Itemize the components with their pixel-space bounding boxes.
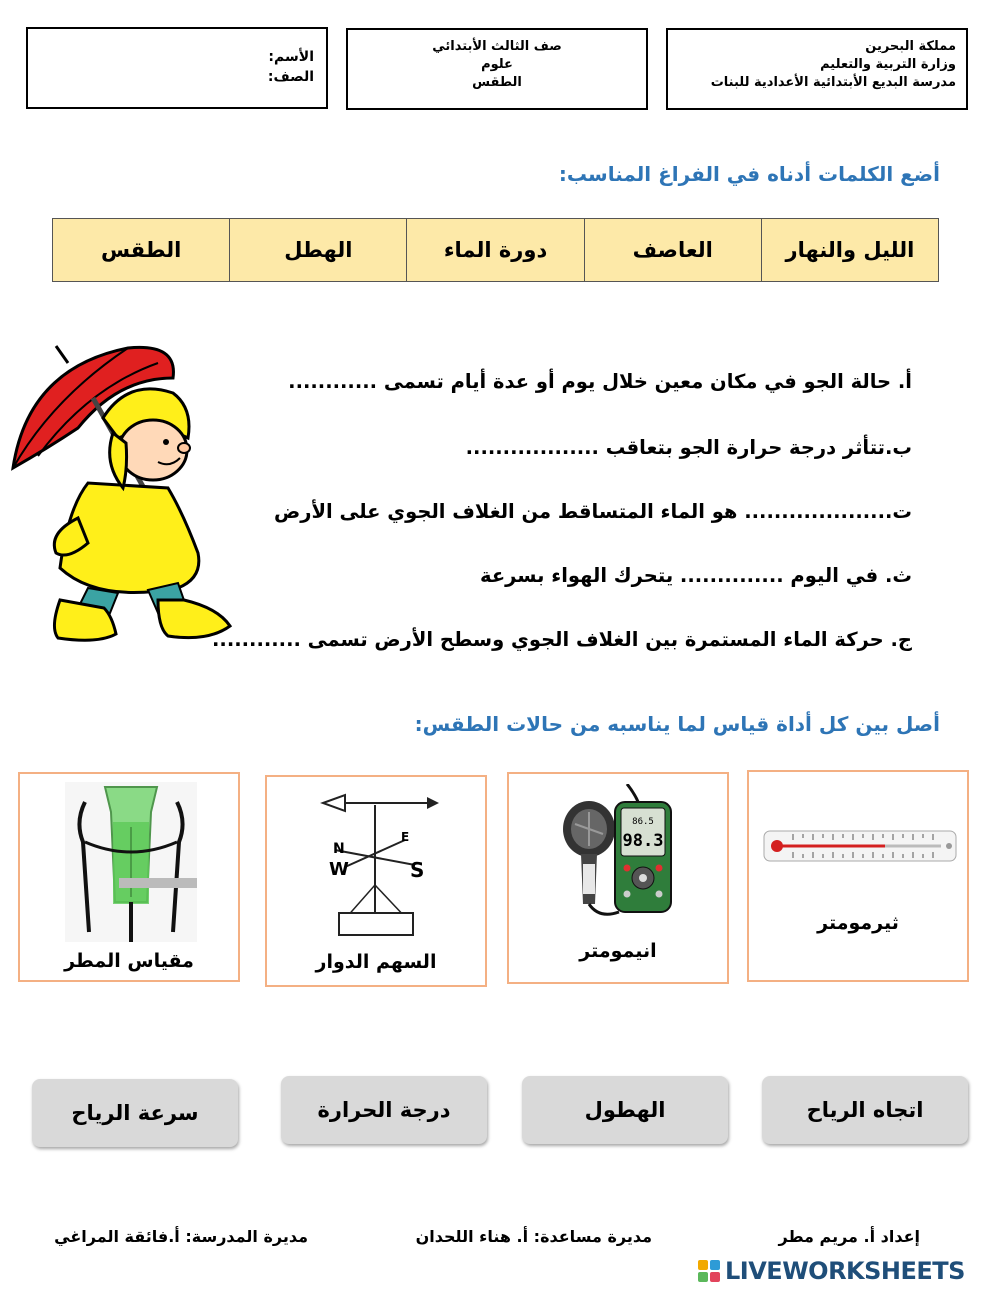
anemometer-image xyxy=(559,784,679,924)
thermometer-label: ثيرمومتر xyxy=(817,912,899,934)
prepared-by-text: إعداد أ. مريم مطر xyxy=(778,1227,920,1246)
temperature-button[interactable]: درجة الحرارة xyxy=(281,1076,487,1144)
student-name-label: الأسم: xyxy=(268,49,314,65)
liveworksheets-icon xyxy=(697,1259,721,1283)
sentence-th: ث. في اليوم .............. يتحرك الهواء بسرعة xyxy=(480,564,912,587)
liveworksheets-wordmark: LIVEWORKSHEETS xyxy=(725,1257,965,1285)
principal-text: مديرة المدرسة: أ.فائقة المراغي xyxy=(54,1227,308,1246)
wind-vane-label: السهم الدوار xyxy=(315,951,437,973)
vane-letter-s: S xyxy=(410,858,425,882)
ministry-name: وزارة التربية والتعليم xyxy=(820,57,956,72)
sentence-b: ب.تتأثر درجة حرارة الجو بتعاقب .................. xyxy=(465,436,912,459)
rain-gauge-label: مقياس المطر xyxy=(64,950,194,972)
rain-gauge-image xyxy=(65,782,197,942)
vane-letter-e: E xyxy=(401,830,410,844)
school-name: مدرسة البديع الأبتدائية الأعدادية للبنات xyxy=(710,75,956,90)
anemometer-display-top: 86.5 xyxy=(632,817,654,827)
student-class-label: الصف: xyxy=(267,69,314,85)
wind-speed-button[interactable]: سرعة الرياح xyxy=(32,1079,238,1147)
sentence-j: ج. حركة الماء المستمرة بين الغلاف الجوي وسطح الأرض تسمى ............ xyxy=(212,628,912,651)
grade-label: صف الثالث الأبتدائي xyxy=(432,39,562,54)
topic-label: الطقس xyxy=(472,75,522,90)
fill-blanks-heading: أضع الكلمات أدناه في الفراغ المناسب: xyxy=(558,162,940,186)
kingdom-name: مملكة البحرين xyxy=(865,39,956,54)
matching-heading: أصل بين كل أداة قياس لما يناسبه من حالات الطقس: xyxy=(414,712,940,736)
word-bank-item[interactable]: الطقس xyxy=(53,219,230,282)
precipitation-button[interactable]: الهطول xyxy=(522,1076,728,1144)
word-bank-table xyxy=(52,218,939,282)
wind-vane-card[interactable] xyxy=(265,775,487,987)
assistant-principal-text: مديرة مساعدة: أ. هناء اللحدان xyxy=(415,1227,652,1246)
word-bank-item[interactable]: دورة الماء xyxy=(407,219,584,282)
thermometer-image xyxy=(763,828,957,864)
wind-vane-image xyxy=(315,785,441,937)
anemometer-card[interactable] xyxy=(507,772,729,984)
vane-letter-n: N xyxy=(333,841,345,857)
word-bank-item[interactable]: العاصف xyxy=(584,219,761,282)
student-info-box xyxy=(26,27,328,109)
sentence-t: ت.................... هو الماء المتساقط من الغلاف الجوي على الأرض xyxy=(274,500,912,523)
anemometer-label: انيمومتر xyxy=(579,940,657,962)
course-info-box xyxy=(346,28,648,110)
school-info-box xyxy=(666,28,968,110)
vane-letter-w: W xyxy=(329,859,349,880)
liveworksheets-logo xyxy=(697,1257,997,1285)
anemometer-display-main: 98.3 xyxy=(622,831,664,851)
kid-umbrella-illustration xyxy=(8,338,238,648)
word-bank-item[interactable]: الهطل xyxy=(230,219,407,282)
word-bank-item[interactable]: الليل والنهار xyxy=(761,219,938,282)
thermometer-card[interactable] xyxy=(747,770,969,982)
subject-label: علوم xyxy=(481,57,513,72)
rain-gauge-card[interactable] xyxy=(18,772,240,982)
sentence-a: أ. حالة الجو في مكان معين خلال يوم أو عدة أيام تسمى ............ xyxy=(288,370,912,393)
wind-direction-button[interactable]: اتجاه الرياح xyxy=(762,1076,968,1144)
